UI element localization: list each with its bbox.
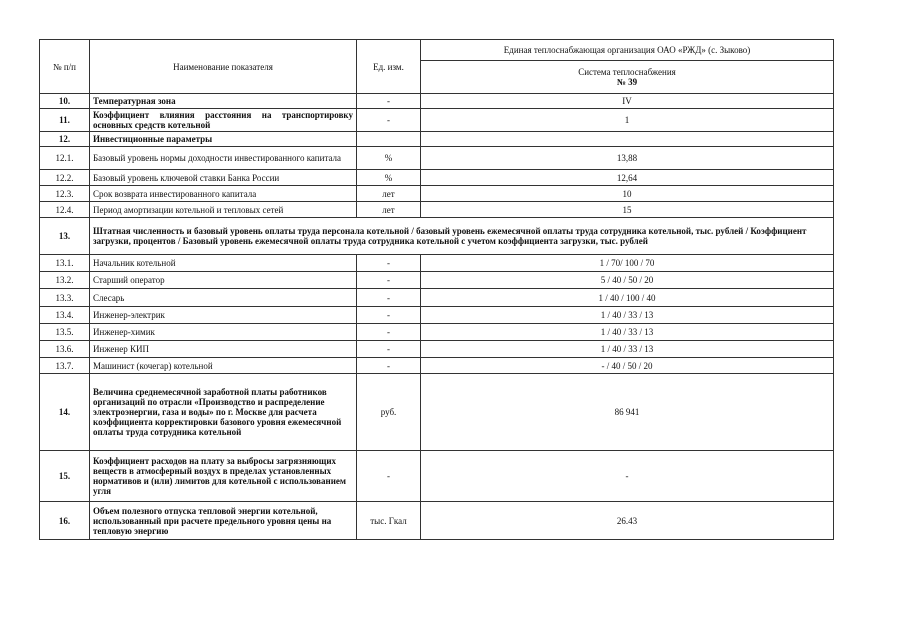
row-name: Объем полезного отпуска тепловой энергии котельной, использованный при расчете предельного уровня цены на тепловую энергию (90, 502, 357, 540)
row-unit: руб. (357, 374, 421, 451)
header-system (421, 61, 834, 94)
header-unit: Ед. изм. (357, 40, 421, 94)
row-number: 16. (40, 502, 90, 540)
row-unit: лет (357, 202, 421, 218)
row-value: 1 / 40 / 33 / 13 (421, 324, 834, 341)
row-value: 5 / 40 / 50 / 20 (421, 272, 834, 289)
table-row (40, 358, 834, 374)
row-number: 10. (40, 94, 90, 109)
header-name: Наименование показателя (90, 40, 357, 94)
row-unit: - (357, 255, 421, 272)
table-row (40, 132, 834, 147)
row-number: 13.6. (40, 341, 90, 358)
row-value: 13,88 (421, 147, 834, 170)
row-name: Коэффициент расходов на плату за выбросы загрязняющих веществ в атмосферный воздух в пределах установленных нормативов и (или) лимитов для котельной с использованием угля (90, 451, 357, 502)
table-row (40, 451, 834, 502)
row-number: 13.3. (40, 289, 90, 307)
row-name: Инженер КИП (90, 341, 357, 358)
row-number: 13.1. (40, 255, 90, 272)
row-unit: - (357, 341, 421, 358)
row-number: 13.4. (40, 307, 90, 324)
row-unit: - (357, 289, 421, 307)
table-row (40, 147, 834, 170)
row-number: 13.7. (40, 358, 90, 374)
row-value: 15 (421, 202, 834, 218)
row-value: 26.43 (421, 502, 834, 540)
indicator-table (39, 39, 834, 540)
row-number: 12.3. (40, 186, 90, 202)
row-name: Величина среднемесячной заработной платы работников организаций по отрасли «Производство и распределение электроэнергии, газа и воды» по г. Москве для расчета коэффициента корректировки базового уровня ежемесячной оплаты труда сотрудника котельной (90, 374, 357, 451)
row-number: 11. (40, 109, 90, 132)
row-name: Инвестиционные параметры (90, 132, 357, 147)
row-value (421, 132, 834, 147)
row-value: 12,64 (421, 170, 834, 186)
row-unit: % (357, 170, 421, 186)
header-org: Единая теплоснабжающая организация ОАО «РЖД» (с. Зыково) (421, 40, 834, 61)
row-number: 13.2. (40, 272, 90, 289)
table-row (40, 255, 834, 272)
row-value: IV (421, 94, 834, 109)
header-row-1 (40, 40, 834, 61)
row-name: Срок возврата инвестированного капитала (90, 186, 357, 202)
row-number: 12. (40, 132, 90, 147)
row-number: 12.2. (40, 170, 90, 186)
header-num: № п/п (40, 40, 90, 94)
table-row (40, 94, 834, 109)
table-row (40, 324, 834, 341)
row-unit: % (357, 147, 421, 170)
row-name: Слесарь (90, 289, 357, 307)
row-value: 1 / 70/ 100 / 70 (421, 255, 834, 272)
row-unit (357, 132, 421, 147)
row-value: - (421, 451, 834, 502)
row-unit: лет (357, 186, 421, 202)
table-row (40, 307, 834, 324)
row-unit: - (357, 451, 421, 502)
row-number: 13.5. (40, 324, 90, 341)
row-name: Машинист (кочегар) котельной (90, 358, 357, 374)
row-name: Коэффициент влияния расстояния на транспортировку основных средств котельной (90, 109, 357, 132)
row-unit: - (357, 94, 421, 109)
row-number: 13. (40, 218, 90, 255)
row-value: 1 / 40 / 33 / 13 (421, 307, 834, 324)
row-name: Старший оператор (90, 272, 357, 289)
row-unit: - (357, 358, 421, 374)
row-value: 1 (421, 109, 834, 132)
table-body (40, 94, 834, 540)
row-unit: - (357, 324, 421, 341)
row-unit: тыс. Гкал (357, 502, 421, 540)
row-name: Инженер-химик (90, 324, 357, 341)
row-unit: - (357, 307, 421, 324)
table-row (40, 341, 834, 358)
header-system-line1: Система теплоснабжения (578, 67, 676, 77)
row-number: 15. (40, 451, 90, 502)
table-row (40, 109, 834, 132)
row-name: Базовый уровень нормы доходности инвестированного капитала (90, 147, 357, 170)
row-unit: - (357, 109, 421, 132)
row-name: Температурная зона (90, 94, 357, 109)
row-name: Начальник котельной (90, 255, 357, 272)
table-row (40, 289, 834, 307)
row-value: 10 (421, 186, 834, 202)
row-value: 1 / 40 / 100 / 40 (421, 289, 834, 307)
row-name: Штатная численность и базовый уровень оплаты труда персонала котельной / базовый уровень ежемесячной оплаты труда сотрудника котельной, тыс. рублей / Коэффициент загрузки, процентов / Базовый уровень ежемесячной оплаты труда сотрудника котельной с учетом коэффициента загрузки, тыс. рублей (90, 218, 834, 255)
row-number: 12.4. (40, 202, 90, 218)
table-row (40, 170, 834, 186)
table-row (40, 218, 834, 255)
row-value: 1 / 40 / 33 / 13 (421, 341, 834, 358)
row-name: Инженер-электрик (90, 307, 357, 324)
table-row (40, 202, 834, 218)
row-number: 12.1. (40, 147, 90, 170)
table-row (40, 272, 834, 289)
header-system-line2: № 39 (616, 77, 638, 87)
table-row (40, 374, 834, 451)
row-name: Базовый уровень ключевой ставки Банка России (90, 170, 357, 186)
row-unit: - (357, 272, 421, 289)
row-value: - / 40 / 50 / 20 (421, 358, 834, 374)
row-value: 86 941 (421, 374, 834, 451)
row-name: Период амортизации котельной и тепловых сетей (90, 202, 357, 218)
table-row (40, 186, 834, 202)
row-number: 14. (40, 374, 90, 451)
table-row (40, 502, 834, 540)
